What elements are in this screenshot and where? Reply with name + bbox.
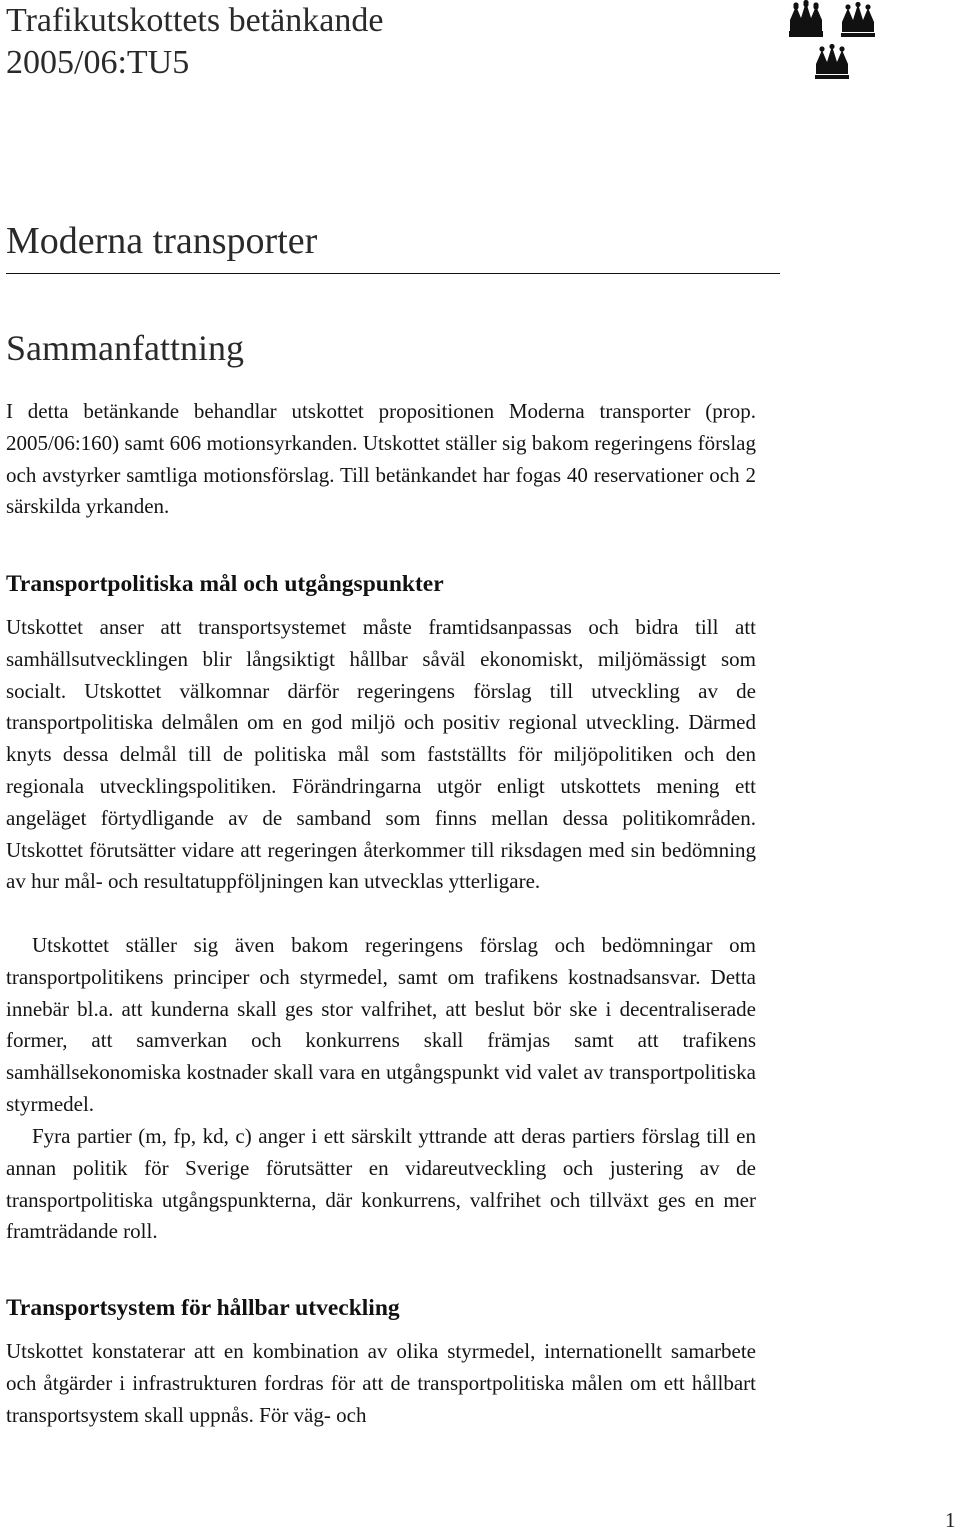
section1-paragraph-2: Utskottet ställer sig även bakom regeringens förslag och bedömningar om transportpolitikens principer och styrmedel, samt om trafikens kostnadsansvar. Detta innebär bl.a. att kunderna skall ges stor valfrihet, att beslut bör ske i decentraliserade former, att samverkan och konkurrens skall främjas samt att trafikens samhällsekonomiska kostnader skall vara en utgångspunkt vid valet av transportpolitiska styrmedel.: [6, 933, 756, 1116]
three-crowns-icon: [786, 0, 894, 84]
page-number: 1: [945, 1508, 956, 1532]
document-title: Moderna transporter: [6, 220, 318, 262]
committee-report-name: Trafikutskottets betänkande: [6, 2, 384, 39]
summary-paragraph: I detta betänkande behandlar utskottet propositionen Moderna transporter (prop. 2005/06:160) samt 606 motionsyrkanden. Utskottet ställer sig bakom regeringens förslag och avstyrker samtliga motionsförslag. Till betänkandet har fogas 40 reservationer och 2 särskilda yrkanden.: [6, 399, 756, 519]
section2-heading: Transportsystem för hållbar utveckling: [6, 1295, 400, 1321]
section1-paragraph-3: Fyra partier (m, fp, kd, c) anger i ett särskilt yttrande att deras partiers förslag till en annan politik för Sverige förutsätter en vidareutveckling och justering av de transportpolitiska utgångspunkterna, där konkurrens, valfrihet och tillväxt ges en mer framträdande roll.: [6, 1124, 756, 1244]
committee-report-header: [6, 0, 383, 84]
summary-heading: Sammanfattning: [6, 328, 244, 368]
section1-paragraph-1: Utskottet anser att transportsystemet måste framtidsanpassas och bidra till att samhällsutvecklingen blir långsiktigt hållbar såväl ekonomiskt, miljömässigt som socialt. Utskottet välkomnar därför regeringens förslag till utveckling av de transportpolitiska delmålen om en god miljö och positiv regional utveckling. Därmed knyts dessa delmål till de politiska mål som fastställts för miljöpolitiken och den regionala utvecklingspolitiken. Förändringarna utgör enligt utskottets mening ett angeläget förtydligande av de samband som finns mellan dessa politikområden. Utskottet förutsätter vidare att regeringen återkommer till riksdagen med sin bedömning av hur mål- och resultatuppföljningen kan utvecklas ytterligare.: [6, 615, 756, 894]
section2-paragraph-1: Utskottet konstaterar att en kombination av olika styrmedel, internationellt samarbete och åtgärder i infrastrukturen fordras för att de transportpolitiska målen om ett hållbart transportsystem skall uppnås. För väg- och: [6, 1339, 756, 1427]
title-divider: [6, 273, 780, 274]
section1-heading: Transportpolitiska mål och utgångspunkter: [6, 571, 444, 597]
report-number: 2005/06:TU5: [6, 44, 190, 81]
